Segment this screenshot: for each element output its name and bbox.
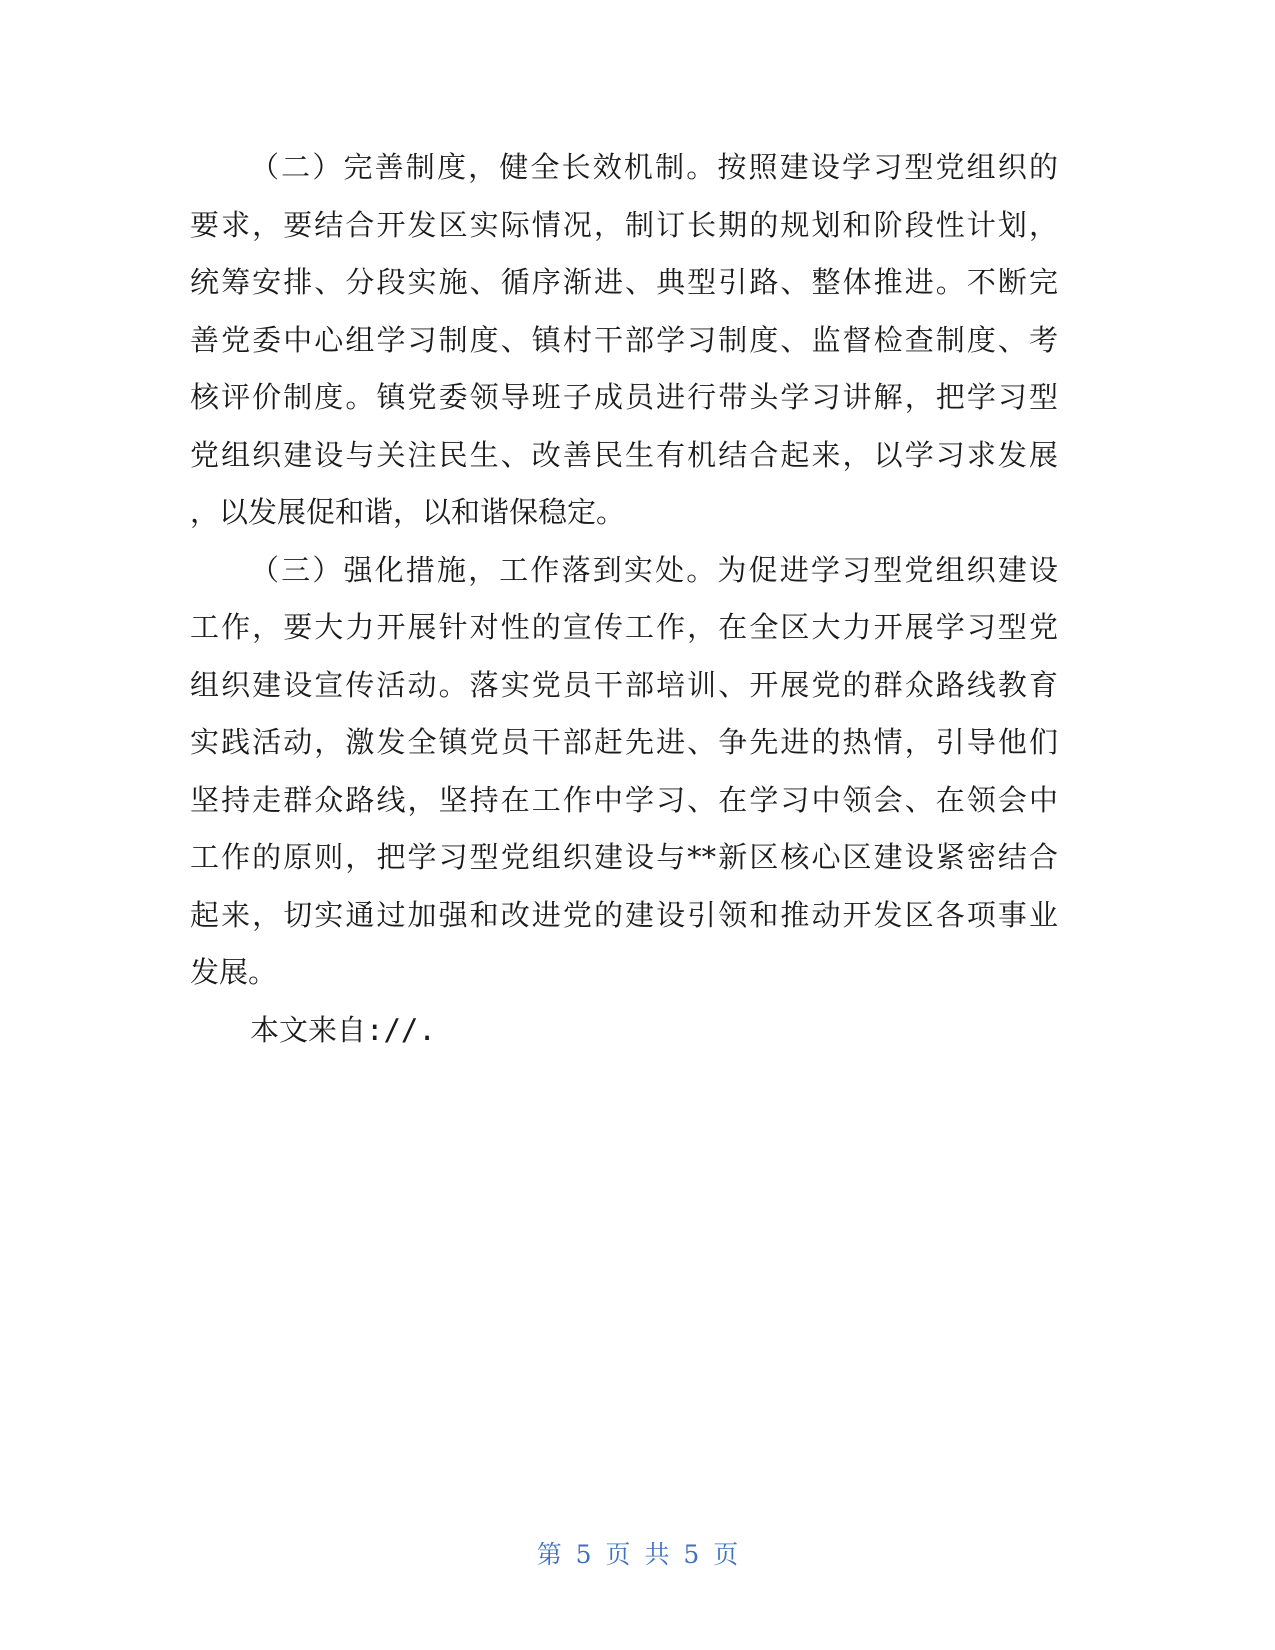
paragraph-3-line-2: 工作，要大力开展针对性的宣传工作，在全区大力开展学习型党 [190, 610, 1058, 644]
paragraph-3-line-4: 实践活动，激发全镇党员干部赶先进、争先进的热情，引导他们 [190, 725, 1058, 759]
paragraph-2-line-6: 党组织建设与关注民生、改善民生有机结合起来，以学习求发展 [190, 438, 1058, 472]
paragraph-2-line-5: 核评价制度。镇党委领导班子成员进行带头学习讲解，把学习型 [190, 380, 1058, 414]
paragraph-2-line-1: （二）完善制度，健全长效机制。按照建设学习型党组织的 [250, 150, 1058, 184]
page-indicator: 第 5 页 共 5 页 [536, 1540, 739, 1569]
source-line: 本文来自://. [250, 1013, 436, 1047]
paragraph-2-line-4: 善党委中心组学习制度、镇村干部学习制度、监督检查制度、考 [190, 323, 1058, 357]
paragraph-3-line-5: 坚持走群众路线，坚持在工作中学习、在学习中领会、在领会中 [190, 783, 1058, 817]
paragraph-3-line-3: 组织建设宣传活动。落实党员干部培训、开展党的群众路线教育 [190, 668, 1058, 702]
paragraph-3-line-6: 工作的原则，把学习型党组织建设与**新区核心区建设紧密结合 [190, 840, 1058, 874]
paragraph-3-line-7: 起来，切实通过加强和改进党的建设引领和推动开发区各项事业 [190, 898, 1058, 932]
paragraph-2-line-7: ，以发展促和谐，以和谐保稳定。 [190, 495, 626, 529]
paragraph-2-line-2: 要求，要结合开发区实际情况，制订长期的规划和阶段性计划， [190, 208, 1058, 242]
paragraph-3-line-8: 发展。 [190, 955, 278, 989]
paragraph-3-line-1: （三）强化措施，工作落到实处。为促进学习型党组织建设 [250, 553, 1058, 587]
paragraph-2-line-3: 统筹安排、分段实施、循序渐进、典型引路、整体推进。不断完 [190, 265, 1058, 299]
